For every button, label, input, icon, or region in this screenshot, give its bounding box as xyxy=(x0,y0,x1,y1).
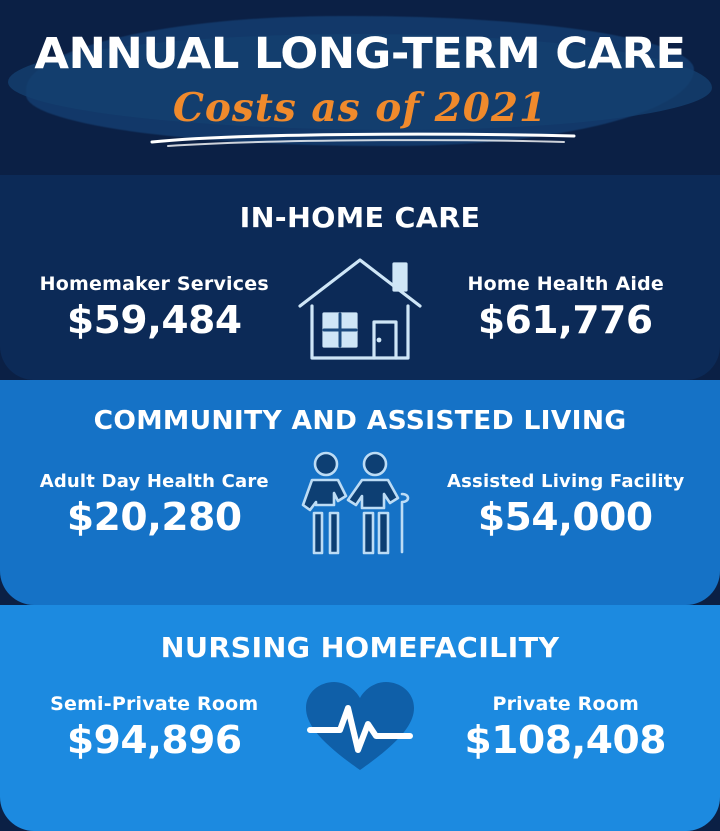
icon-wrap-nursing-home-facility xyxy=(287,678,434,778)
stat-assisted-living-facility xyxy=(433,471,698,540)
stat-value: $54,000 xyxy=(478,494,654,539)
section-row-in-home-care xyxy=(0,248,720,368)
house-icon xyxy=(290,248,430,368)
stat-label: Adult Day Health Care xyxy=(39,470,269,492)
section-title-in-home-care: IN-HOME CARE xyxy=(239,201,481,234)
page-subtitle: Costs as of 2021 xyxy=(172,85,548,131)
icon-wrap-community-and-assisted-living xyxy=(287,450,434,560)
stat-label: Semi-Private Room xyxy=(50,693,259,715)
stat-value: $94,896 xyxy=(66,718,242,762)
stat-homemaker-services xyxy=(22,273,287,343)
stat-value: $108,408 xyxy=(465,718,667,762)
page-title: ANNUAL LONG-TERM CARE xyxy=(34,29,686,79)
section-title-nursing-home-facility: NURSING HOMEFACILITY xyxy=(160,631,560,664)
heart-heartbeat-icon xyxy=(300,678,420,778)
stat-label: Home Health Aide xyxy=(467,273,664,295)
icon-wrap-in-home-care xyxy=(287,248,434,368)
stat-label: Homemaker Services xyxy=(39,273,269,295)
stat-adult-day-health-care xyxy=(22,471,287,540)
section-title-community-and-assisted-living: COMMUNITY AND ASSISTED LIVING xyxy=(93,406,627,436)
section-row-nursing-home-facility xyxy=(0,678,720,778)
stat-value: $20,280 xyxy=(66,494,242,539)
stat-home-health-aide xyxy=(433,273,698,343)
stat-semi-private-room xyxy=(22,693,287,763)
section-community-and-assisted-living xyxy=(0,380,720,605)
section-nursing-home-facility xyxy=(0,605,720,831)
heart-shape xyxy=(306,682,414,770)
header xyxy=(0,0,720,175)
stat-label: Private Room xyxy=(492,693,639,715)
stat-value: $59,484 xyxy=(66,298,242,342)
section-row-community-and-assisted-living xyxy=(0,450,720,560)
stat-label: Assisted Living Facility xyxy=(447,470,685,492)
stat-value: $61,776 xyxy=(478,298,654,342)
caregiver-and-elder-icon xyxy=(292,450,427,560)
section-in-home-care xyxy=(0,175,720,380)
underline-swoosh-icon xyxy=(150,131,580,147)
stat-private-room xyxy=(433,693,698,763)
